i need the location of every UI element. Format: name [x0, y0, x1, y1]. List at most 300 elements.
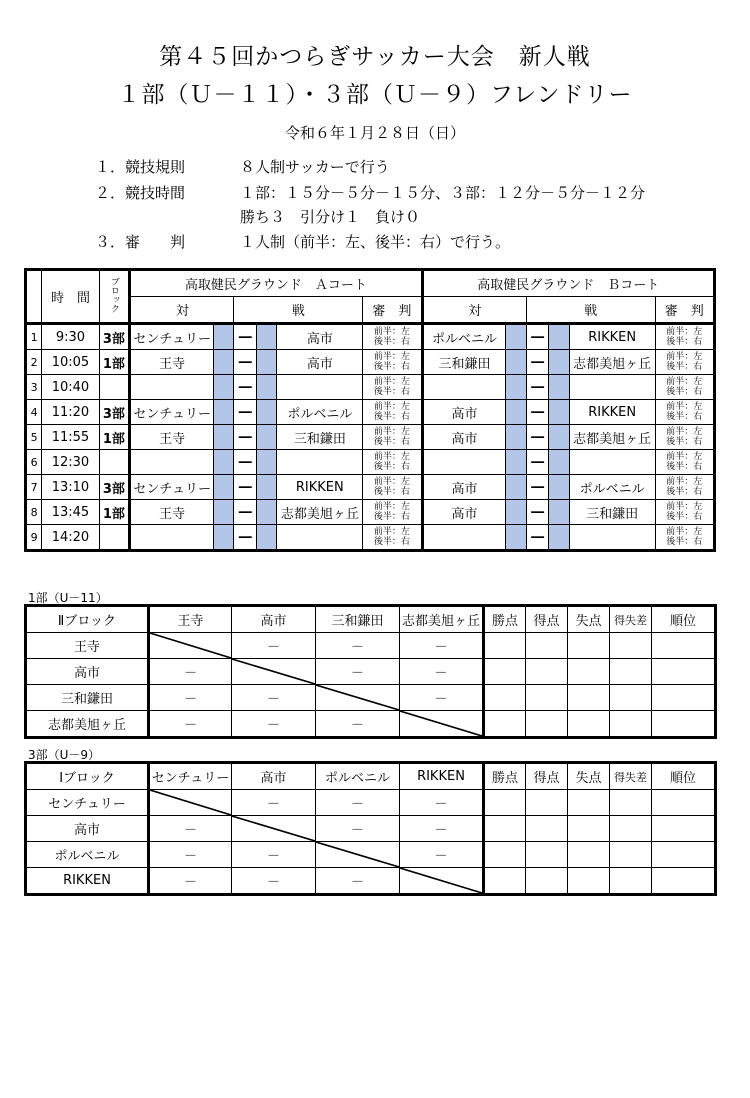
league-team-row: [26, 659, 716, 685]
block-header-text: ブロック: [108, 277, 119, 313]
match-block: 3部: [99, 475, 130, 500]
row-number-header: [26, 270, 42, 324]
court-b-dash: ―: [526, 425, 548, 450]
stat-cell: [484, 816, 526, 842]
court-b-away-team: RIKKEN: [569, 400, 655, 425]
court-b-away-score: [549, 375, 569, 400]
court-a-home-score: [214, 525, 234, 551]
rule-label: 競技規則: [125, 158, 186, 176]
match-time: 10:05: [42, 350, 99, 375]
court-a-home-team: センチュリー: [130, 324, 214, 350]
self-match-cell: [400, 711, 484, 738]
stat-cell: [526, 685, 568, 711]
court-a-home-team: [130, 375, 214, 400]
court-b-home-team: ポルベニル: [422, 324, 506, 350]
team-name: ポルベニル: [26, 842, 149, 868]
court-b-referee: [655, 500, 714, 525]
referee-first-half: 前半：左: [666, 402, 703, 412]
court-a-referee: [363, 425, 422, 450]
stat-header: 得失差: [610, 763, 652, 790]
court-a-away-team: 三和鎌田: [277, 425, 363, 450]
stat-cell: [526, 816, 568, 842]
court-a-referee: [363, 400, 422, 425]
result-cell: －: [400, 790, 484, 816]
court-a-vs-header: 対: [130, 297, 234, 324]
stat-header: 失点: [568, 606, 610, 633]
court-a-away-score: [256, 500, 276, 525]
block-label: Ⅱブロック: [26, 606, 149, 633]
stat-cell: [484, 868, 526, 895]
court-a-home-team: センチュリー: [130, 400, 214, 425]
rule-label: 審 判: [125, 233, 186, 251]
court-a-away-team: [277, 450, 363, 475]
result-cell: －: [149, 868, 232, 895]
result-cell: －: [400, 685, 484, 711]
stat-header: 勝点: [484, 763, 526, 790]
result-cell: －: [232, 685, 316, 711]
team-name: センチュリー: [26, 790, 149, 816]
court-a-header: 高取健民グラウンド Ａコート: [130, 270, 422, 297]
court-b-dash: ―: [526, 525, 548, 551]
opponent-header: RIKKEN: [400, 763, 484, 790]
result-cell: －: [232, 711, 316, 738]
referee-first-half: 前半：左: [373, 502, 410, 512]
court-b-home-score: [506, 400, 526, 425]
rule-number: ２．: [95, 184, 126, 202]
court-b-vs-header: 対: [422, 297, 526, 324]
court-a-dash: ―: [234, 400, 256, 425]
court-b-home-team: [422, 450, 506, 475]
court-a-home-team: 王寺: [130, 350, 214, 375]
result-cell: －: [149, 711, 232, 738]
result-cell: －: [316, 633, 400, 659]
match-block: 1部: [99, 425, 130, 450]
court-b-referee: [655, 475, 714, 500]
stat-cell: [610, 842, 652, 868]
court-a-home-team: [130, 525, 214, 551]
court-a-away-score: [256, 350, 276, 375]
match-time: 11:20: [42, 400, 99, 425]
page-subtitle: １部（Ｕ－１１）・３部（Ｕ－９）フレンドリー: [117, 82, 633, 108]
referee-first-half: 前半：左: [373, 427, 410, 437]
row-number: 9: [26, 525, 42, 551]
team-name: 志都美旭ヶ丘: [26, 711, 149, 738]
match-block: 3部: [99, 400, 130, 425]
court-a-away-team: 志都美旭ヶ丘: [277, 500, 363, 525]
stat-header: 順位: [652, 606, 716, 633]
result-cell: －: [149, 842, 232, 868]
diagonal-line: [232, 659, 315, 684]
event-date: 令和６年１月２８日（日）: [284, 124, 465, 142]
time-header: 時 間: [42, 270, 99, 324]
referee-second-half: 後半：右: [666, 437, 703, 447]
match-time: 11:55: [42, 425, 99, 450]
stat-cell: [610, 659, 652, 685]
court-b-match-header: 戦: [526, 297, 655, 324]
result-cell: －: [149, 685, 232, 711]
stat-cell: [652, 685, 716, 711]
court-a-referee: [363, 350, 422, 375]
stat-cell: [652, 816, 716, 842]
referee-first-half: 前半：左: [666, 377, 703, 387]
stat-cell: [610, 816, 652, 842]
stat-cell: [610, 868, 652, 895]
opponent-header: 三和鎌田: [316, 606, 400, 633]
stat-cell: [568, 790, 610, 816]
diagonal-line: [150, 790, 231, 815]
team-name: 三和鎌田: [26, 685, 149, 711]
court-a-dash: ―: [234, 324, 256, 350]
result-cell: －: [400, 816, 484, 842]
court-b-away-score: [549, 475, 569, 500]
team-name: 高市: [26, 816, 149, 842]
stat-cell: [484, 711, 526, 738]
court-a-dash: ―: [234, 525, 256, 551]
stat-header: 得失差: [610, 606, 652, 633]
league-team-row: [26, 790, 716, 816]
stat-cell: [526, 842, 568, 868]
self-match-cell: [232, 659, 316, 685]
stat-cell: [484, 659, 526, 685]
result-cell: －: [400, 659, 484, 685]
referee-second-half: 後半：右: [373, 487, 410, 497]
court-a-away-score: [256, 425, 276, 450]
court-b-home-score: [506, 450, 526, 475]
court-b-dash: ―: [526, 324, 548, 350]
schedule-row: [26, 400, 715, 425]
team-name: 王寺: [26, 633, 149, 659]
court-b-dash: ―: [526, 350, 548, 375]
row-number: 2: [26, 350, 42, 375]
stat-cell: [526, 868, 568, 895]
block-label: Ⅰブロック: [26, 763, 149, 790]
match-time: 10:40: [42, 375, 99, 400]
court-a-home-score: [214, 450, 234, 475]
court-a-home-team: センチュリー: [130, 475, 214, 500]
row-number: 3: [26, 375, 42, 400]
rule-number: １．: [95, 158, 126, 176]
schedule-row: [26, 324, 715, 350]
team-name: RIKKEN: [26, 868, 149, 895]
court-b-home-score: [506, 525, 526, 551]
court-a-dash: ―: [234, 425, 256, 450]
referee-first-half: 前半：左: [373, 402, 410, 412]
court-a-dash: ―: [234, 475, 256, 500]
rule-value-points: 勝ち３ 引分け１ 負け０: [240, 208, 421, 226]
court-b-dash: ―: [526, 475, 548, 500]
stat-cell: [610, 711, 652, 738]
court-a-dash: ―: [234, 450, 256, 475]
court-a-dash: ―: [234, 500, 256, 525]
court-a-home-score: [214, 324, 234, 350]
self-match-cell: [400, 868, 484, 895]
row-number: 5: [26, 425, 42, 450]
rule-number: ３．: [95, 233, 126, 251]
court-a-away-team: [277, 525, 363, 551]
block-header: [99, 270, 130, 324]
referee-first-half: 前半：左: [373, 477, 410, 487]
referee-second-half: 後半：右: [373, 537, 410, 547]
match-block: [99, 525, 130, 551]
court-b-away-team: [569, 375, 655, 400]
court-b-away-score: [549, 324, 569, 350]
court-a-home-score: [214, 425, 234, 450]
court-b-away-score: [549, 525, 569, 551]
court-b-home-score: [506, 425, 526, 450]
self-match-cell: [316, 685, 400, 711]
opponent-header: 王寺: [149, 606, 232, 633]
referee-first-half: 前半：左: [666, 327, 703, 337]
referee-first-half: 前半：左: [373, 327, 410, 337]
court-a-referee: [363, 475, 422, 500]
league-team-row: [26, 711, 716, 738]
court-a-home-score: [214, 350, 234, 375]
referee-first-half: 前半：左: [373, 377, 410, 387]
league-header-row: [26, 606, 716, 633]
referee-second-half: 後半：右: [373, 437, 410, 447]
referee-second-half: 後半：右: [373, 387, 410, 397]
court-b-referee: [655, 375, 714, 400]
court-b-away-team: [569, 525, 655, 551]
court-b-dash: ―: [526, 400, 548, 425]
court-a-referee: [363, 375, 422, 400]
stat-cell: [652, 633, 716, 659]
stat-header: 勝点: [484, 606, 526, 633]
court-b-referee: [655, 400, 714, 425]
court-a-referee: [363, 450, 422, 475]
stat-cell: [610, 790, 652, 816]
schedule-row: [26, 350, 715, 375]
court-b-home-score: [506, 375, 526, 400]
result-cell: －: [316, 868, 400, 895]
self-match-cell: [149, 633, 232, 659]
league-team-row: [26, 868, 716, 895]
court-a-away-team: ポルベニル: [277, 400, 363, 425]
court-b-away-score: [549, 450, 569, 475]
match-time: 14:20: [42, 525, 99, 551]
court-b-away-score: [549, 425, 569, 450]
opponent-header: センチュリー: [149, 763, 232, 790]
match-block: 1部: [99, 500, 130, 525]
stat-cell: [568, 633, 610, 659]
court-a-dash: ―: [234, 375, 256, 400]
court-a-home-score: [214, 500, 234, 525]
stat-header: 順位: [652, 763, 716, 790]
stat-cell: [568, 868, 610, 895]
court-b-away-score: [549, 350, 569, 375]
row-number: 7: [26, 475, 42, 500]
result-cell: －: [149, 659, 232, 685]
court-b-home-score: [506, 500, 526, 525]
court-b-referee: [655, 525, 714, 551]
league1-caption: 1部（U－11）: [28, 591, 108, 605]
result-cell: －: [316, 659, 400, 685]
league-header-row: [26, 763, 716, 790]
match-block: 3部: [99, 324, 130, 350]
result-cell: －: [232, 868, 316, 895]
stat-cell: [652, 711, 716, 738]
referee-first-half: 前半：左: [373, 452, 410, 462]
stat-cell: [526, 659, 568, 685]
team-name: 高市: [26, 659, 149, 685]
match-block: [99, 450, 130, 475]
referee-second-half: 後半：右: [666, 537, 703, 547]
court-b-away-score: [549, 400, 569, 425]
court-b-header: 高取健民グラウンド Ｂコート: [422, 270, 714, 297]
result-cell: －: [400, 633, 484, 659]
court-b-home-team: 高市: [422, 400, 506, 425]
referee-second-half: 後半：右: [666, 512, 703, 522]
referee-first-half: 前半：左: [666, 527, 703, 537]
league1-table: [24, 604, 717, 739]
court-b-home-team: 高市: [422, 425, 506, 450]
stat-cell: [568, 816, 610, 842]
opponent-header: ポルベニル: [316, 763, 400, 790]
referee-second-half: 後半：右: [666, 412, 703, 422]
court-b-away-team: RIKKEN: [569, 324, 655, 350]
stat-cell: [526, 711, 568, 738]
court-b-home-team: [422, 525, 506, 551]
diagonal-line: [150, 633, 231, 658]
referee-first-half: 前半：左: [373, 527, 410, 537]
court-a-home-team: 王寺: [130, 500, 214, 525]
court-a-home-team: 王寺: [130, 425, 214, 450]
match-time: 13:10: [42, 475, 99, 500]
court-b-referee: [655, 324, 714, 350]
court-b-home-score: [506, 475, 526, 500]
referee-second-half: 後半：右: [373, 337, 410, 347]
opponent-header: 志都美旭ヶ丘: [400, 606, 484, 633]
result-cell: －: [316, 790, 400, 816]
court-b-away-score: [549, 500, 569, 525]
court-b-home-team: 高市: [422, 500, 506, 525]
stat-cell: [610, 685, 652, 711]
court-b-away-team: 三和鎌田: [569, 500, 655, 525]
court-a-referee: [363, 525, 422, 551]
stat-cell: [568, 842, 610, 868]
diagonal-line: [232, 816, 315, 841]
stat-cell: [484, 633, 526, 659]
court-a-home-score: [214, 375, 234, 400]
stat-cell: [610, 633, 652, 659]
court-a-home-team: [130, 450, 214, 475]
referee-second-half: 後半：右: [373, 362, 410, 372]
schedule-row: [26, 425, 715, 450]
row-number: 4: [26, 400, 42, 425]
referee-second-half: 後半：右: [666, 462, 703, 472]
court-a-away-team: 高市: [277, 324, 363, 350]
row-number: 6: [26, 450, 42, 475]
court-a-home-score: [214, 475, 234, 500]
stat-cell: [526, 790, 568, 816]
referee-first-half: 前半：左: [666, 452, 703, 462]
referee-first-half: 前半：左: [666, 477, 703, 487]
result-cell: －: [316, 816, 400, 842]
referee-second-half: 後半：右: [666, 387, 703, 397]
league-team-row: [26, 685, 716, 711]
referee-first-half: 前半：左: [666, 427, 703, 437]
court-a-away-score: [256, 400, 276, 425]
court-a-ref-header: 審 判: [363, 297, 422, 324]
court-a-dash: ―: [234, 350, 256, 375]
league3-table: [24, 761, 717, 896]
stat-cell: [484, 685, 526, 711]
court-a-home-score: [214, 400, 234, 425]
diagonal-line: [316, 685, 399, 710]
rule-value: ８人制サッカーで行う: [240, 158, 390, 176]
diagonal-line: [400, 711, 482, 736]
court-b-away-team: 志都美旭ヶ丘: [569, 425, 655, 450]
result-cell: －: [232, 842, 316, 868]
stat-cell: [652, 790, 716, 816]
diagonal-line: [400, 868, 482, 893]
court-a-away-score: [256, 475, 276, 500]
court-b-home-team: 高市: [422, 475, 506, 500]
court-b-away-team: ポルベニル: [569, 475, 655, 500]
schedule-row: [26, 450, 715, 475]
referee-second-half: 後半：右: [373, 462, 410, 472]
schedule-table: [24, 268, 716, 552]
court-b-ref-header: 審 判: [655, 297, 714, 324]
self-match-cell: [149, 790, 232, 816]
rule-value: １人制（前半：左、後半：右）で行う。: [240, 233, 511, 251]
court-a-away-score: [256, 375, 276, 400]
stat-header: 失点: [568, 763, 610, 790]
result-cell: －: [232, 633, 316, 659]
referee-first-half: 前半：左: [666, 352, 703, 362]
court-a-referee: [363, 500, 422, 525]
stat-cell: [568, 685, 610, 711]
stat-cell: [484, 790, 526, 816]
court-a-away-team: RIKKEN: [277, 475, 363, 500]
court-b-referee: [655, 350, 714, 375]
league-team-row: [26, 842, 716, 868]
referee-second-half: 後半：右: [373, 412, 410, 422]
court-b-dash: ―: [526, 375, 548, 400]
stat-cell: [484, 842, 526, 868]
court-b-away-team: 志都美旭ヶ丘: [569, 350, 655, 375]
match-block: [99, 375, 130, 400]
referee-second-half: 後半：右: [373, 512, 410, 522]
court-a-away-team: 高市: [277, 350, 363, 375]
stat-cell: [526, 633, 568, 659]
referee-second-half: 後半：右: [666, 337, 703, 347]
court-b-referee: [655, 450, 714, 475]
stat-header: 得点: [526, 606, 568, 633]
league-team-row: [26, 633, 716, 659]
match-time: 13:45: [42, 500, 99, 525]
court-b-away-team: [569, 450, 655, 475]
rule-label: 競技時間: [125, 184, 186, 202]
stat-cell: [568, 711, 610, 738]
self-match-cell: [316, 842, 400, 868]
schedule-row: [26, 375, 715, 400]
court-b-home-score: [506, 324, 526, 350]
court-a-referee: [363, 324, 422, 350]
court-a-away-score: [256, 450, 276, 475]
page-title: 第４５回かつらぎサッカー大会 新人戦: [159, 44, 591, 70]
referee-first-half: 前半：左: [373, 352, 410, 362]
court-a-match-header: 戦: [234, 297, 363, 324]
diagonal-line: [316, 842, 399, 867]
rule-value: １部：１５分－５分－１５分、３部：１２分－５分－１２分: [240, 184, 646, 202]
schedule-row: [26, 525, 715, 551]
court-b-home-score: [506, 350, 526, 375]
row-number: 1: [26, 324, 42, 350]
schedule-row: [26, 500, 715, 525]
court-a-away-score: [256, 324, 276, 350]
stat-cell: [652, 659, 716, 685]
